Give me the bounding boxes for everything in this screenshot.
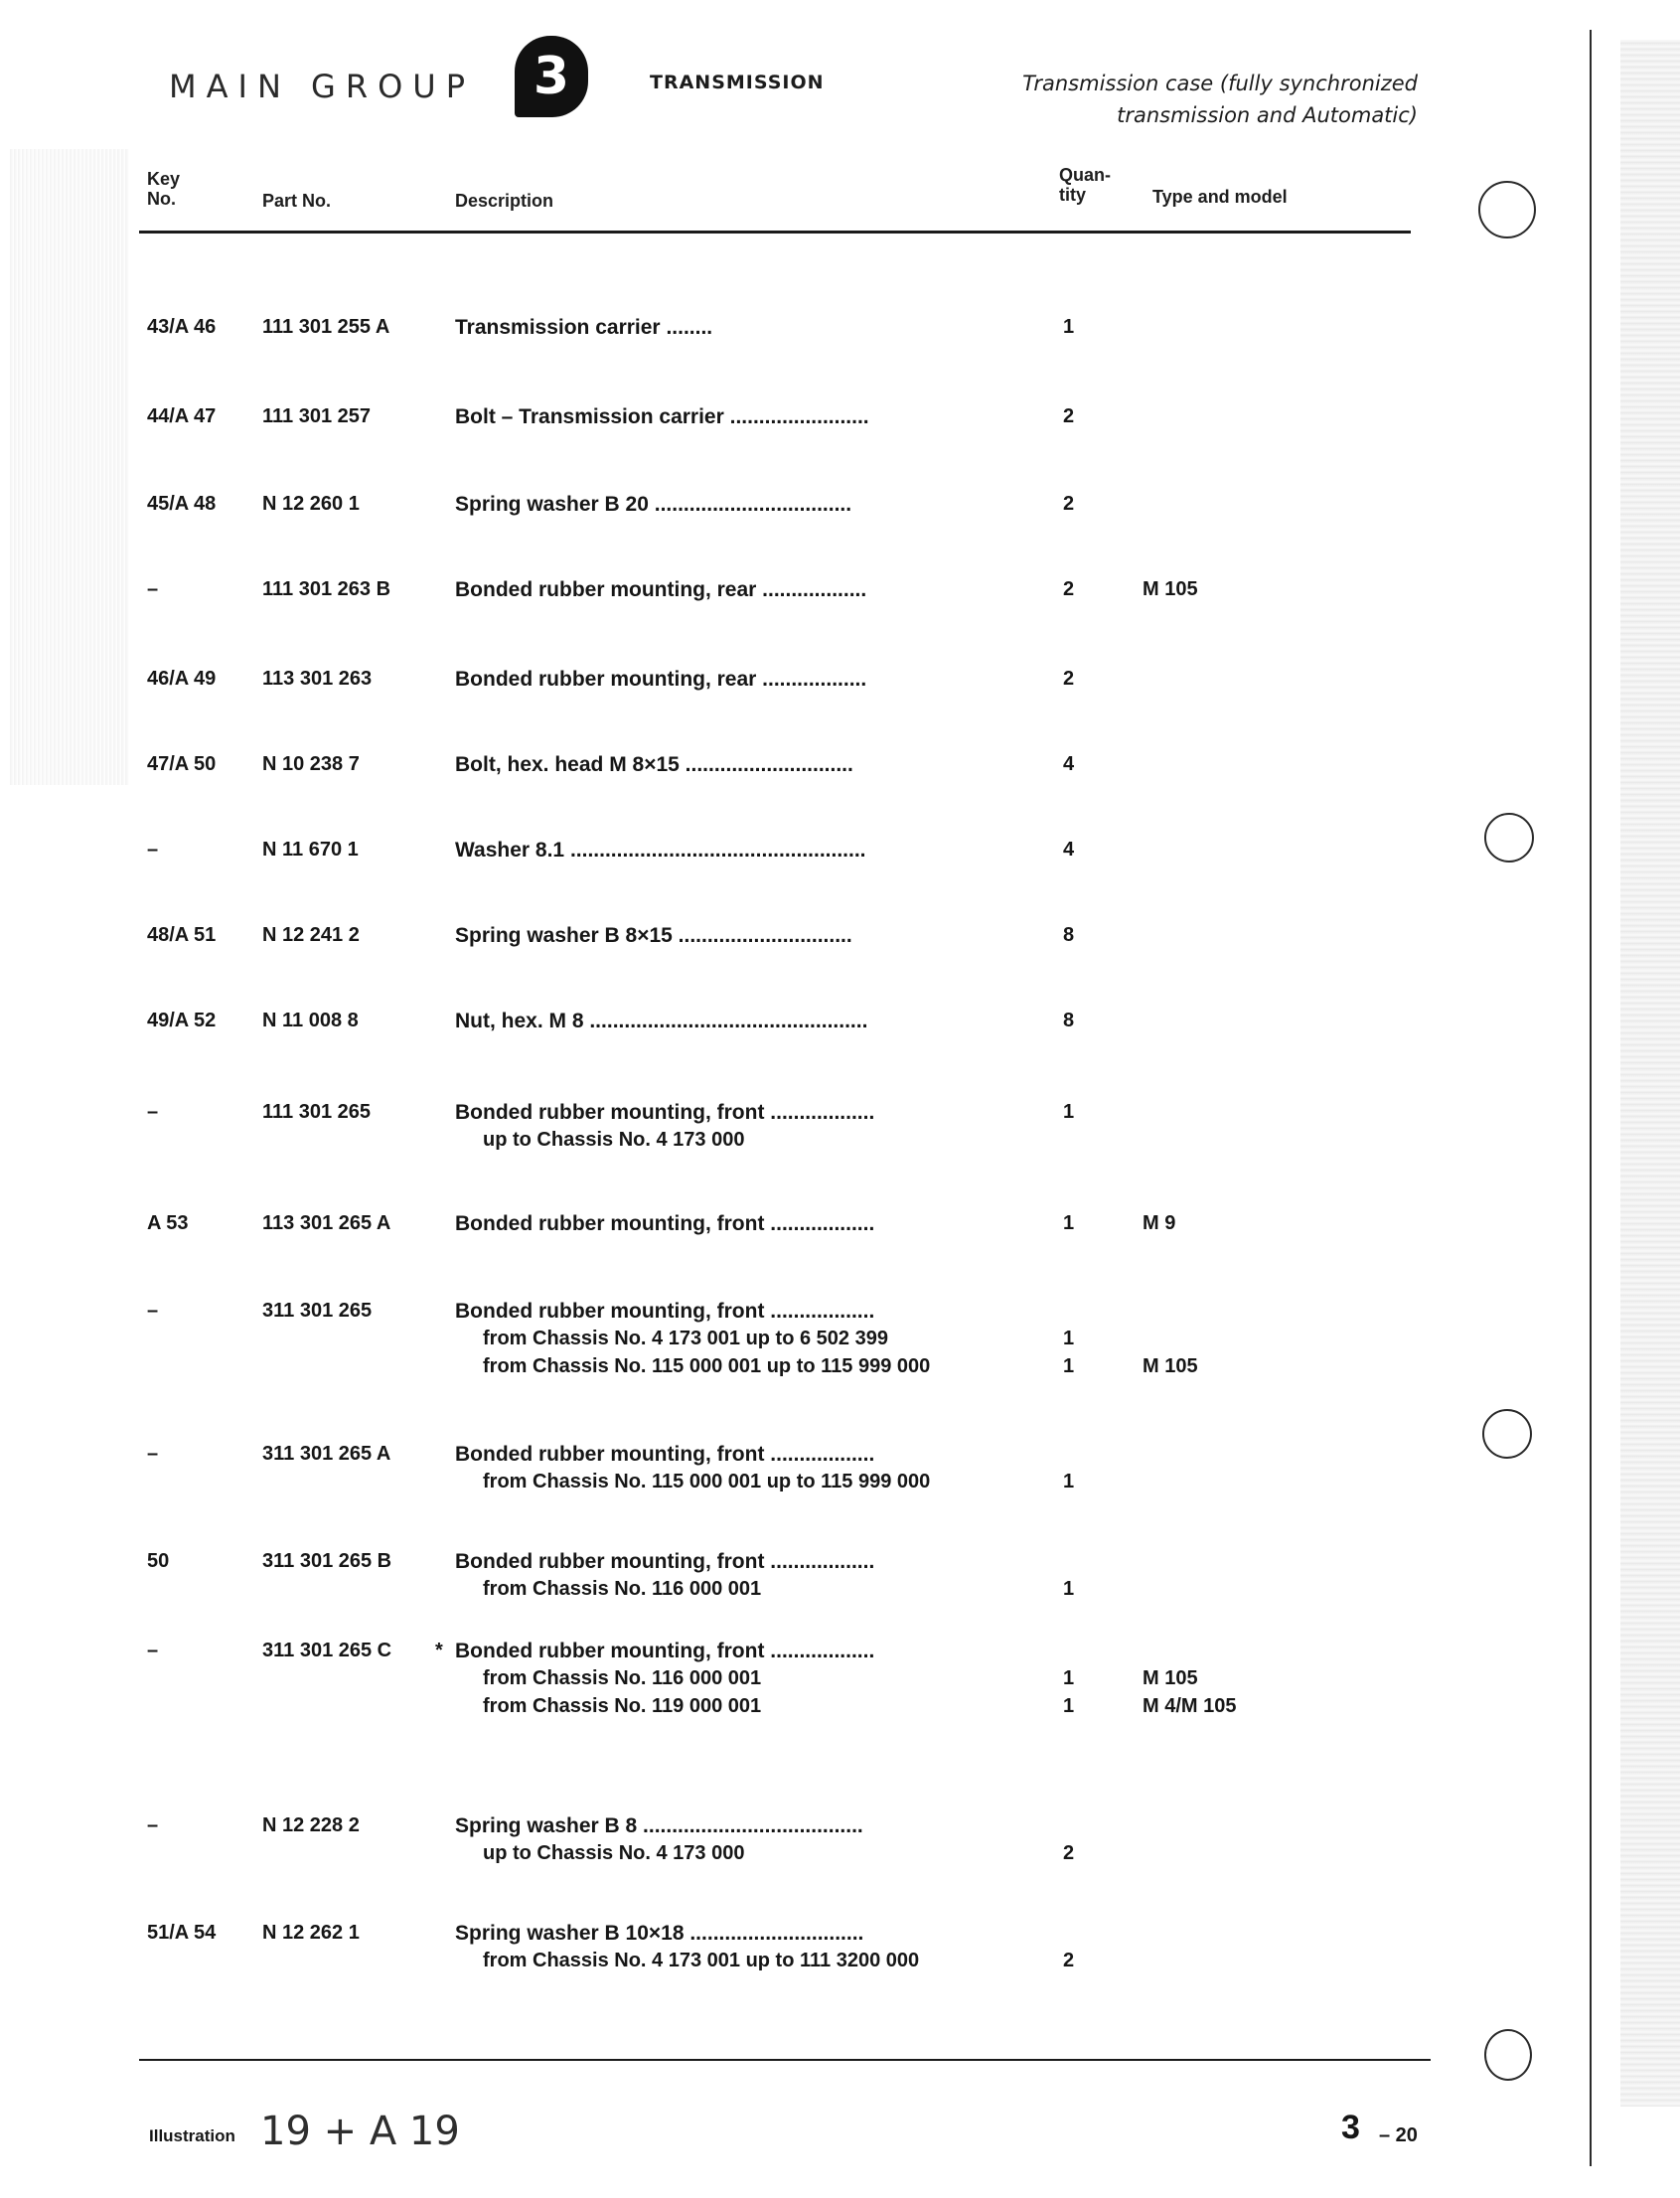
punch-hole-upper — [1484, 813, 1534, 863]
part-number: 113 301 263 — [262, 668, 373, 690]
key-number: – — [147, 1640, 159, 1661]
quantity: 4 — [1063, 753, 1075, 775]
quantity: 1 — [1063, 1695, 1075, 1717]
col-header-quantity — [1059, 165, 1111, 205]
description-detail: from Chassis No. 115 000 001 up to 115 999 000 — [483, 1355, 931, 1377]
key-number: 47/A 50 — [147, 753, 217, 775]
description-detail: from Chassis No. 4 173 001 up to 111 3200 000 — [483, 1950, 920, 1971]
punch-hole-bottom — [1484, 2029, 1532, 2081]
quantity: 2 — [1063, 1950, 1075, 1971]
type-model: M 4/M 105 — [1143, 1695, 1237, 1717]
key-number: – — [147, 578, 159, 600]
description: Nut, hex. M 8 ................................................ — [455, 1010, 868, 1032]
description: Bonded rubber mounting, front .................. — [455, 1300, 875, 1323]
section-title: TRANSMISSION — [650, 72, 825, 93]
page-number: 3 — [1341, 2109, 1360, 2146]
description: Spring washer B 10×18 .............................. — [455, 1922, 864, 1945]
key-number: 43/A 46 — [147, 316, 217, 338]
part-number: 311 301 265 B — [262, 1550, 392, 1572]
quantity: 1 — [1063, 1578, 1075, 1600]
col-header-part: Part No. — [262, 191, 332, 211]
col-header-key-line2: No. — [147, 189, 176, 209]
punch-hole-lower — [1482, 1409, 1532, 1459]
header-rule — [139, 231, 1411, 234]
description: Bonded rubber mounting, rear .................. — [455, 668, 867, 691]
type-model: M 105 — [1143, 1667, 1198, 1689]
quantity: 2 — [1063, 578, 1075, 600]
part-number: N 12 241 2 — [262, 924, 360, 946]
col-header-quantity-line1: Quan- — [1059, 165, 1111, 185]
quantity: 1 — [1063, 316, 1075, 338]
part-number: 111 301 257 — [262, 405, 372, 427]
part-number: 311 301 265 C — [262, 1640, 392, 1661]
type-model: M 105 — [1143, 1355, 1198, 1377]
description-detail: from Chassis No. 116 000 001 — [483, 1578, 762, 1600]
part-number: N 12 262 1 — [262, 1922, 360, 1944]
type-model: M 9 — [1143, 1212, 1176, 1234]
key-number: – — [147, 1814, 159, 1836]
description: Spring washer B 8 ...................................... — [455, 1814, 863, 1837]
part-number: N 12 228 2 — [262, 1814, 360, 1836]
col-header-type-model: Type and model — [1152, 187, 1288, 207]
part-number: N 12 260 1 — [262, 493, 360, 515]
part-number: 113 301 265 A — [262, 1212, 391, 1234]
description: Bonded rubber mounting, rear .................. — [455, 578, 867, 601]
description-detail: from Chassis No. 119 000 001 — [483, 1695, 762, 1717]
description-detail: up to Chassis No. 4 173 000 — [483, 1842, 745, 1864]
description-detail: from Chassis No. 115 000 001 up to 115 999 000 — [483, 1471, 931, 1492]
description: Transmission carrier ........ — [455, 316, 713, 339]
description: Bonded rubber mounting, front .................. — [455, 1443, 875, 1466]
type-model: M 105 — [1143, 578, 1198, 600]
part-number: N 11 670 1 — [262, 839, 359, 861]
part-number: 111 301 255 A — [262, 316, 390, 338]
part-number: N 11 008 8 — [262, 1010, 359, 1031]
key-number: 51/A 54 — [147, 1922, 217, 1944]
binding-margin-line — [1590, 30, 1592, 2166]
group-number-badge: 3 — [515, 36, 588, 117]
punch-hole-top — [1478, 181, 1536, 238]
quantity: 2 — [1063, 1842, 1075, 1864]
quantity: 1 — [1063, 1355, 1075, 1377]
quantity: 1 — [1063, 1471, 1075, 1492]
description-detail: up to Chassis No. 4 173 000 — [483, 1129, 745, 1151]
quantity: 2 — [1063, 405, 1075, 427]
page-header — [0, 0, 1680, 238]
scan-speckle — [10, 149, 129, 785]
key-number: 49/A 52 — [147, 1010, 217, 1031]
part-number: 111 301 265 — [262, 1101, 372, 1123]
col-header-key — [147, 169, 180, 209]
key-number: 50 — [147, 1550, 170, 1572]
scan-edge-texture — [1620, 40, 1680, 2107]
col-header-quantity-line2: tity — [1059, 185, 1086, 205]
main-group-title: MAIN GROUP — [169, 68, 475, 105]
col-header-key-line1: Key — [147, 169, 181, 189]
key-number: – — [147, 1101, 159, 1123]
quantity: 1 — [1063, 1212, 1075, 1234]
key-number: – — [147, 1443, 159, 1465]
quantity: 4 — [1063, 839, 1075, 861]
key-number: 45/A 48 — [147, 493, 217, 515]
part-number: 111 301 263 B — [262, 578, 391, 600]
footer-rule — [139, 2059, 1431, 2061]
description: Bolt, hex. head M 8×15 ............................. — [455, 753, 853, 776]
description: Bonded rubber mounting, front .................. — [455, 1550, 875, 1573]
key-number: 44/A 47 — [147, 405, 217, 427]
description: Spring washer B 8×15 .............................. — [455, 924, 852, 947]
key-number: – — [147, 1300, 159, 1322]
key-number: 48/A 51 — [147, 924, 217, 946]
description: Bonded rubber mounting, front .................. — [455, 1101, 875, 1124]
page-number-sub: – 20 — [1379, 2124, 1418, 2146]
quantity: 1 — [1063, 1328, 1075, 1349]
new-part-star: * — [435, 1640, 443, 1661]
key-number: A 53 — [147, 1212, 189, 1234]
quantity: 1 — [1063, 1101, 1075, 1123]
quantity: 8 — [1063, 924, 1075, 946]
key-number: 46/A 49 — [147, 668, 217, 690]
description: Spring washer B 20 .................................. — [455, 493, 852, 516]
col-header-description: Description — [455, 191, 554, 211]
key-number: – — [147, 839, 159, 861]
description: Bonded rubber mounting, front .................. — [455, 1212, 875, 1235]
illustration-reference: 19 + A 19 — [260, 2109, 460, 2154]
section-subtitle-line2: transmission and Automatic) — [1117, 103, 1418, 127]
part-number: N 10 238 7 — [262, 753, 360, 775]
description-detail: from Chassis No. 116 000 001 — [483, 1667, 762, 1689]
quantity: 2 — [1063, 493, 1075, 515]
quantity: 8 — [1063, 1010, 1075, 1031]
description: Bonded rubber mounting, front .................. — [455, 1640, 875, 1662]
part-number: 311 301 265 — [262, 1300, 373, 1322]
illustration-label: Illustration — [149, 2126, 235, 2145]
quantity: 2 — [1063, 668, 1075, 690]
description: Washer 8.1 ................................................... — [455, 839, 866, 862]
section-subtitle — [1022, 68, 1418, 131]
section-subtitle-line1: Transmission case (fully synchronized — [1022, 72, 1418, 95]
part-number: 311 301 265 A — [262, 1443, 391, 1465]
quantity: 1 — [1063, 1667, 1075, 1689]
description: Bolt – Transmission carrier ........................ — [455, 405, 869, 428]
description-detail: from Chassis No. 4 173 001 up to 6 502 399 — [483, 1328, 888, 1349]
